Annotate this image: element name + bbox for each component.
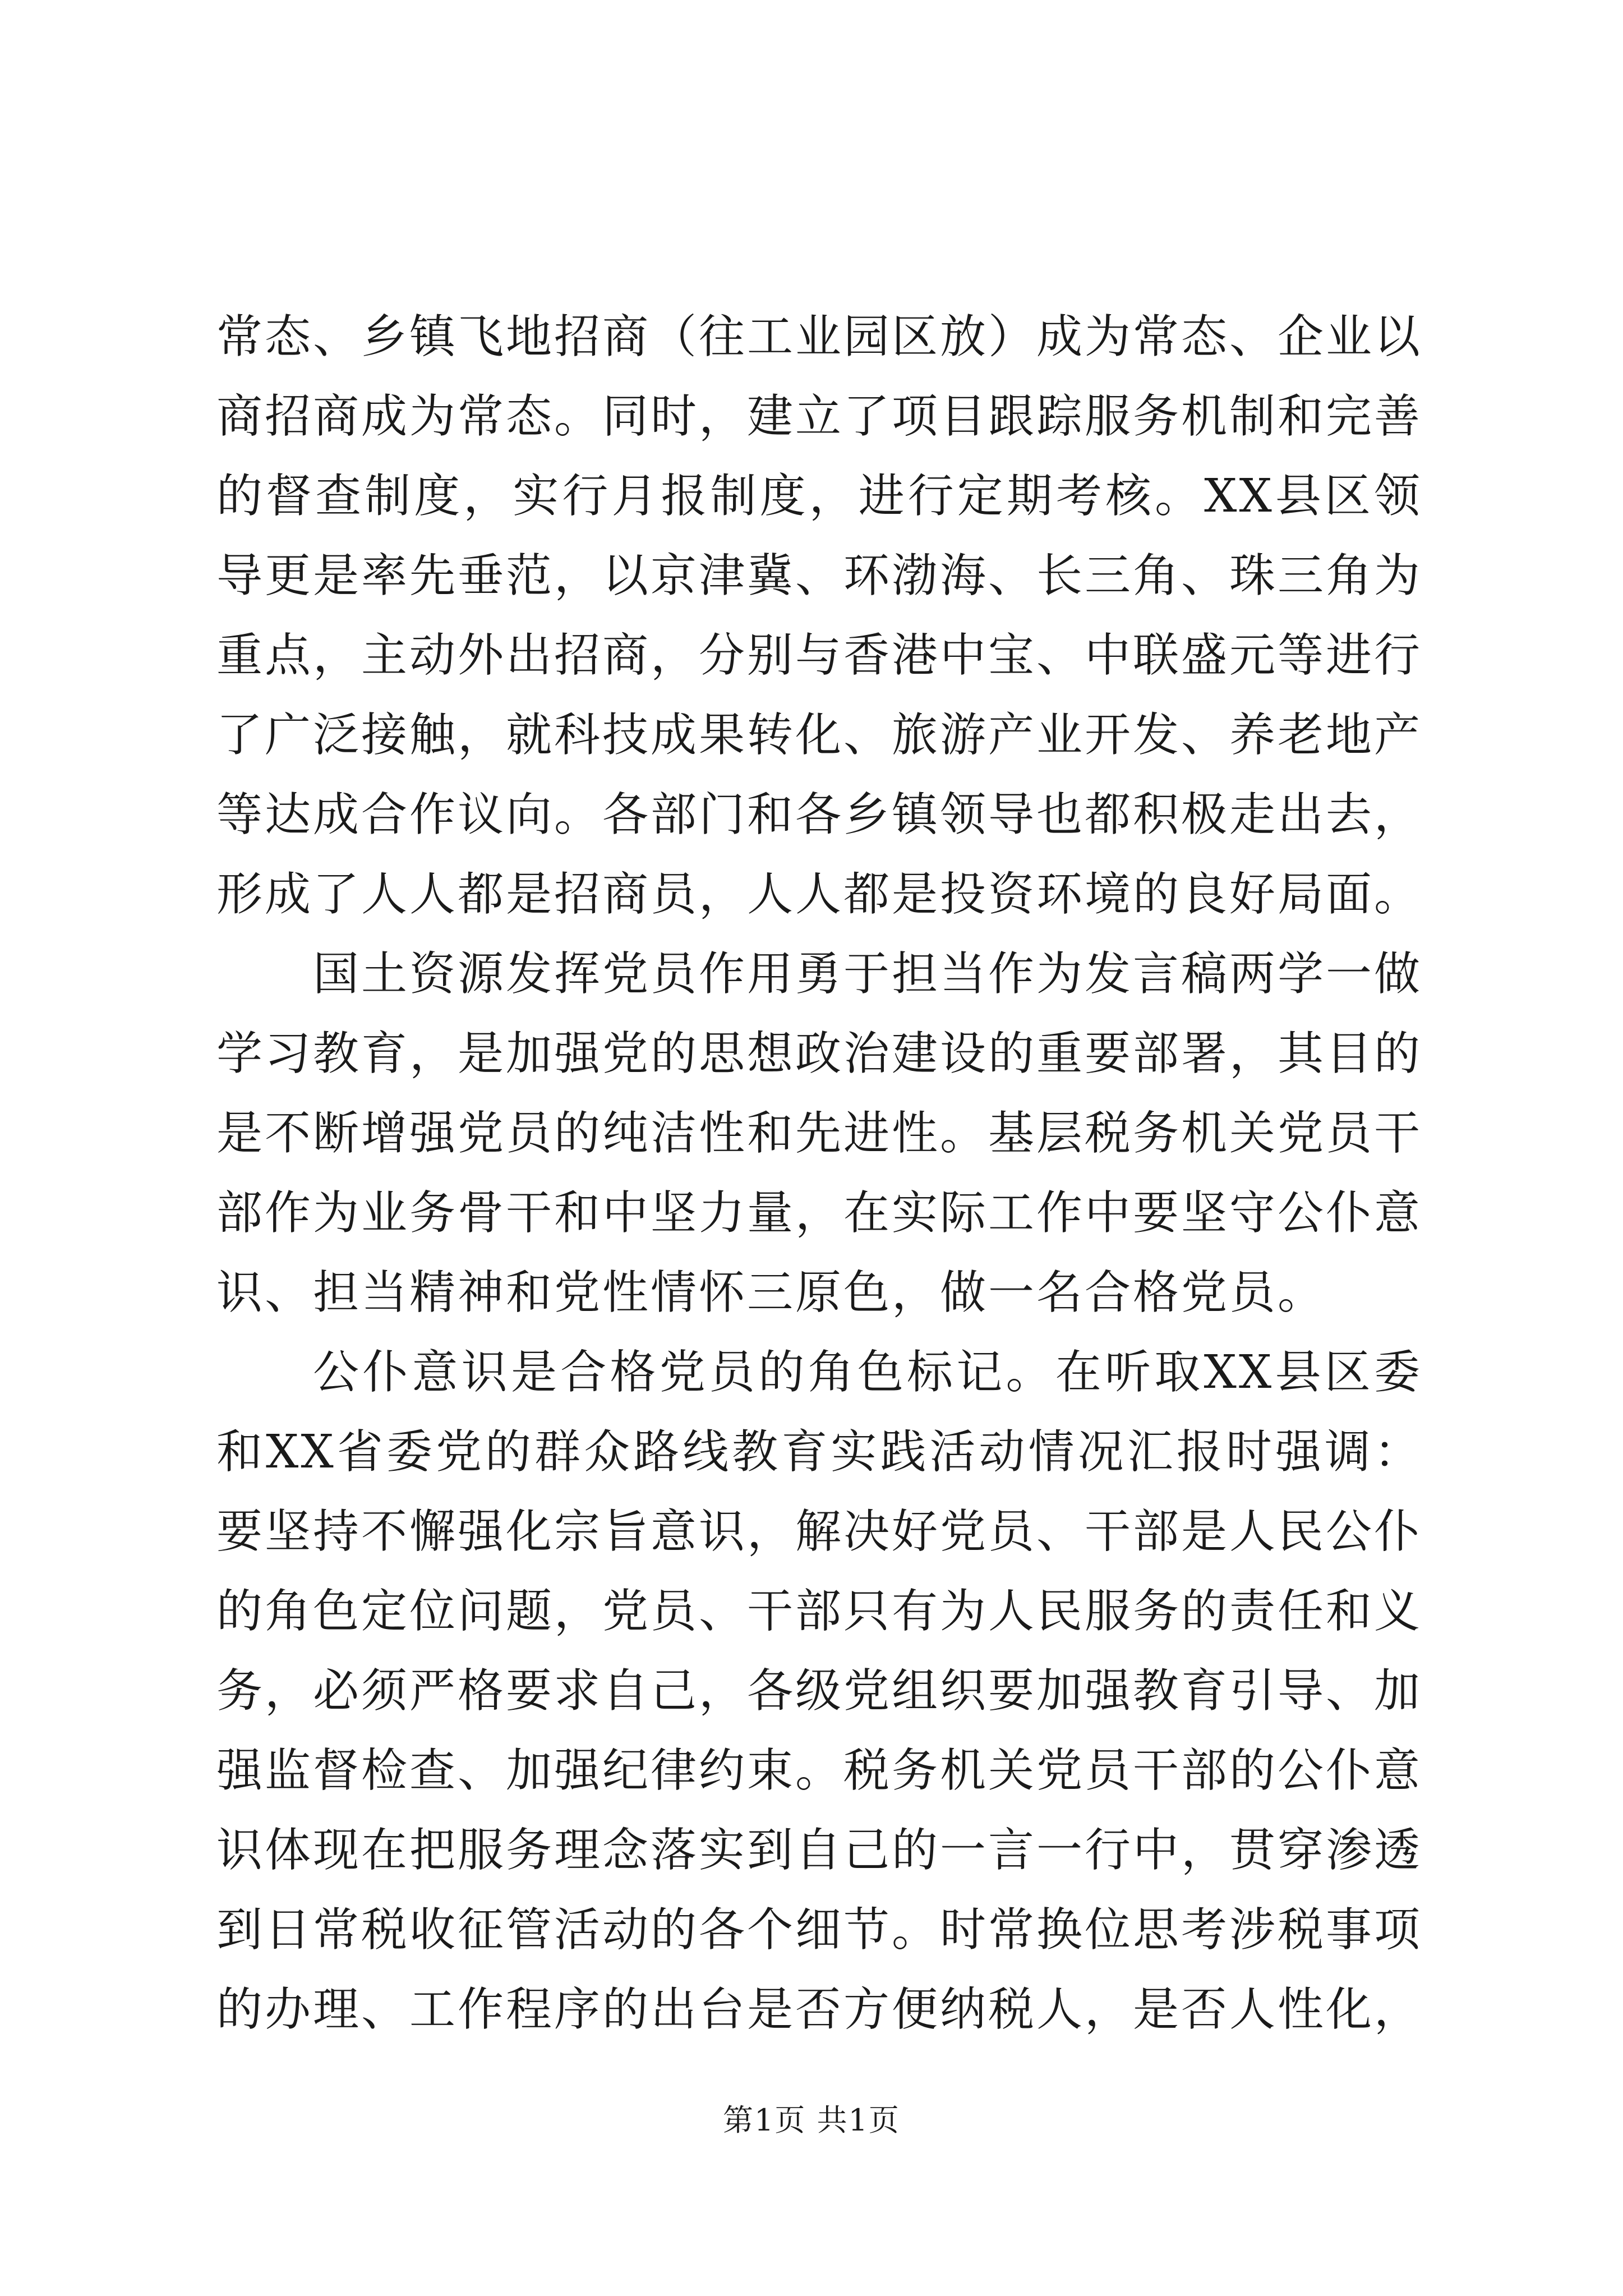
document-body — [216, 297, 1422, 2050]
paragraph-2: 国土资源发挥党员作用勇于担当作为发言稿两学一做学习教育，是加强党的思想政治建设的重要部署，其目的是不断增强党员的纯洁性和先进性。基层税务机关党员干部作为业务骨干和中坚力量，在实际工作中要坚守公仆意识、担当精神和党性情怀三原色，做一名合格党员。 — [216, 947, 1423, 1319]
paragraph-3: 公仆意识是合格党员的角色标记。在听取XX县区委和XX省委党的群众路线教育实践活动情况汇报时强调：要坚持不懈强化宗旨意识，解决好党员、干部是人民公仆的角色定位问题，党员、干部只有为人民服务的责任和义务，必须严格要求自己，各级党组织要加强教育引导、加强监督检查、加强纪律约束。税务机关党员干部的公仆意识体现在把服务理念落实到自己的一言一行中，贯穿渗透到日常税收征管活动的各个细节。时常换位思考涉税事项的办理、工作程序的出台是否方便纳税人，是否人性化， — [216, 1346, 1423, 2036]
page-footer: 第1页 共1页 — [723, 2102, 900, 2138]
paragraph-1: 常态、乡镇飞地招商（往工业园区放）成为常态、企业以商招商成为常态。同时，建立了项目跟踪服务机制和完善的督查制度，实行月报制度，进行定期考核。XX县区领导更是率先垂范，以京津冀、环渤海、长三角、珠三角为重点，主动外出招商，分别与香港中宝、中联盛元等进行了广泛接触，就科技成果转化、旅游产业开发、养老地产等达成合作议向。各部门和各乡镇领导也都积极走出去，形成了人人都是招商员，人人都是投资环境的良好局面。 — [216, 310, 1423, 921]
